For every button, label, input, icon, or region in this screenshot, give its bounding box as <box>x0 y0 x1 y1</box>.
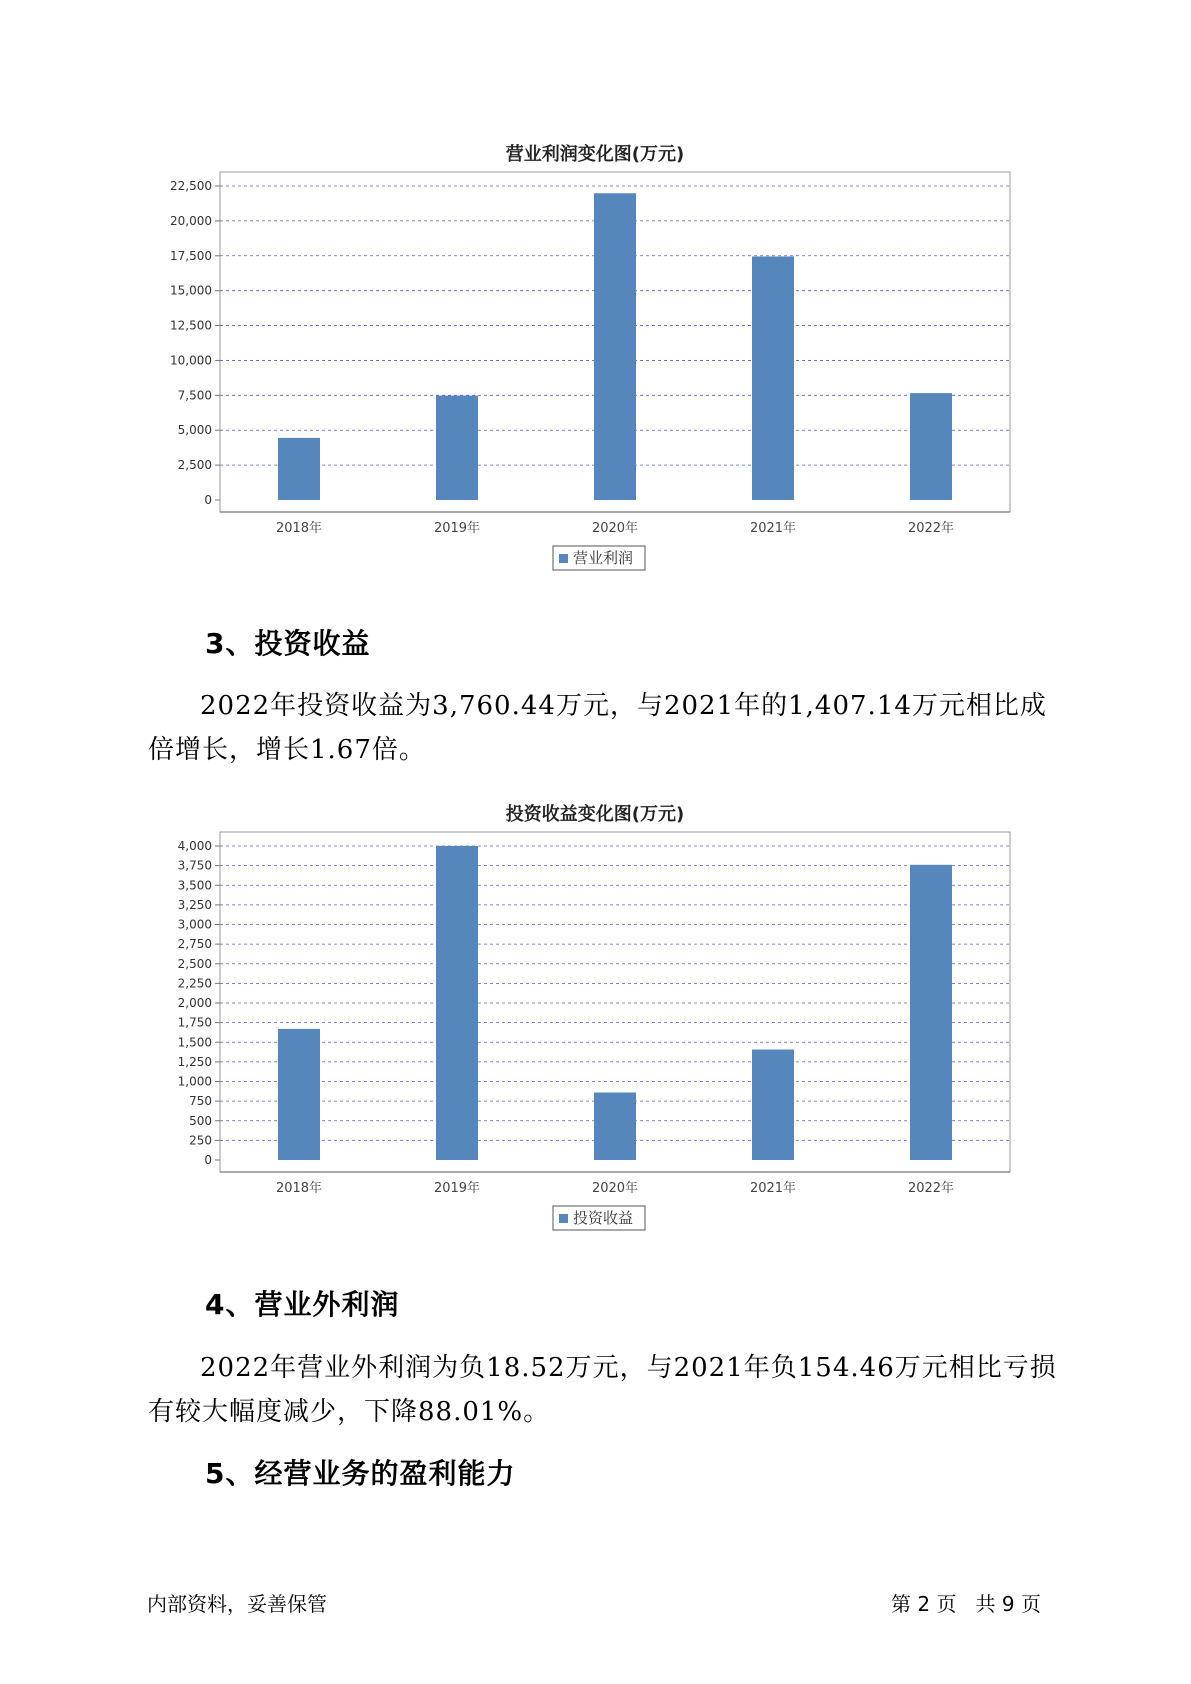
chart-title: 投资收益变化图(万元) <box>505 804 685 825</box>
y-tick-label: 2,250 <box>177 976 212 991</box>
y-tick-label: 2,500 <box>177 956 212 971</box>
y-tick-label: 15,000 <box>170 283 212 298</box>
y-tick-label: 20,000 <box>170 213 212 228</box>
footer-page-number: 第 2 页 共 9 页 <box>891 1592 1041 1616</box>
bar-2021年 <box>752 1050 794 1160</box>
section-4-body: 2022年营业外利润为负18.52万元，与2021年负154.46万元相比亏损有较大幅度减少，下降88.01%。 <box>148 1353 1057 1427</box>
y-tick-label: 12,500 <box>170 318 212 333</box>
x-tick-label: 2020年 <box>591 1181 639 1196</box>
x-tick-label: 2021年 <box>749 521 797 536</box>
y-tick-label: 17,500 <box>170 248 212 263</box>
x-tick-label: 2019年 <box>433 1181 481 1196</box>
x-tick-label: 2022年 <box>907 521 955 536</box>
y-tick-label: 250 <box>189 1133 212 1148</box>
y-tick-label: 4,000 <box>177 839 212 853</box>
bar-2021年 <box>752 256 794 500</box>
legend-swatch <box>559 1214 568 1223</box>
x-tick-label: 2018年 <box>275 521 323 536</box>
legend-swatch <box>559 554 568 563</box>
y-tick-label: 0 <box>204 1153 212 1167</box>
y-tick-label: 2,000 <box>177 996 212 1010</box>
y-tick-label: 3,750 <box>177 858 212 873</box>
bar-2018年 <box>278 438 320 500</box>
y-tick-label: 3,250 <box>177 897 212 912</box>
y-tick-label: 2,500 <box>177 458 212 473</box>
y-tick-label: 1,500 <box>177 1035 212 1050</box>
x-tick-label: 2018年 <box>275 1181 323 1196</box>
investment-income-chart-svg <box>0 790 1191 1260</box>
bar-2019年 <box>436 846 478 1160</box>
x-tick-label: 2019年 <box>433 521 481 536</box>
y-tick-label: 3,000 <box>177 917 212 932</box>
y-tick-label: 2,750 <box>177 937 212 952</box>
y-tick-label: 750 <box>189 1094 212 1109</box>
operating-profit-chart <box>0 130 1191 600</box>
y-tick-label: 0 <box>204 493 212 507</box>
y-tick-label: 1,750 <box>177 1015 212 1030</box>
y-tick-label: 1,000 <box>177 1074 212 1089</box>
y-tick-label: 3,500 <box>177 878 212 893</box>
y-tick-label: 1,250 <box>177 1054 212 1069</box>
section-4-heading: 4、营业外利润 <box>205 1288 400 1321</box>
section-5-heading: 5、经营业务的盈利能力 <box>205 1457 516 1490</box>
chart-title: 营业利润变化图(万元) <box>505 144 685 165</box>
y-tick-label: 7,500 <box>177 388 212 403</box>
legend-label: 投资收益 <box>573 1209 634 1227</box>
investment-income-chart <box>0 790 1191 1260</box>
legend-label: 营业利润 <box>573 549 634 567</box>
bar-2019年 <box>436 396 478 500</box>
bar-2020年 <box>594 1092 636 1160</box>
bar-2018年 <box>278 1029 320 1160</box>
y-tick-label: 22,500 <box>170 179 212 193</box>
y-tick-label: 500 <box>189 1113 212 1128</box>
x-tick-label: 2021年 <box>749 1181 797 1196</box>
bar-2022年 <box>910 865 952 1160</box>
y-tick-label: 5,000 <box>177 423 212 438</box>
section-3-heading: 3、投资收益 <box>205 627 371 660</box>
y-tick-label: 10,000 <box>170 353 212 368</box>
section-3-body: 2022年投资收益为3,760.44万元，与2021年的1,407.14万元相比成倍增长，增长1.67倍。 <box>148 691 1047 765</box>
bar-2022年 <box>910 393 952 500</box>
footer-confidential-note: 内部资料，妥善保管 <box>147 1592 327 1616</box>
bar-2020年 <box>594 193 636 500</box>
x-tick-label: 2022年 <box>907 1181 955 1196</box>
x-tick-label: 2020年 <box>591 521 639 536</box>
operating-profit-chart-svg <box>0 130 1191 600</box>
